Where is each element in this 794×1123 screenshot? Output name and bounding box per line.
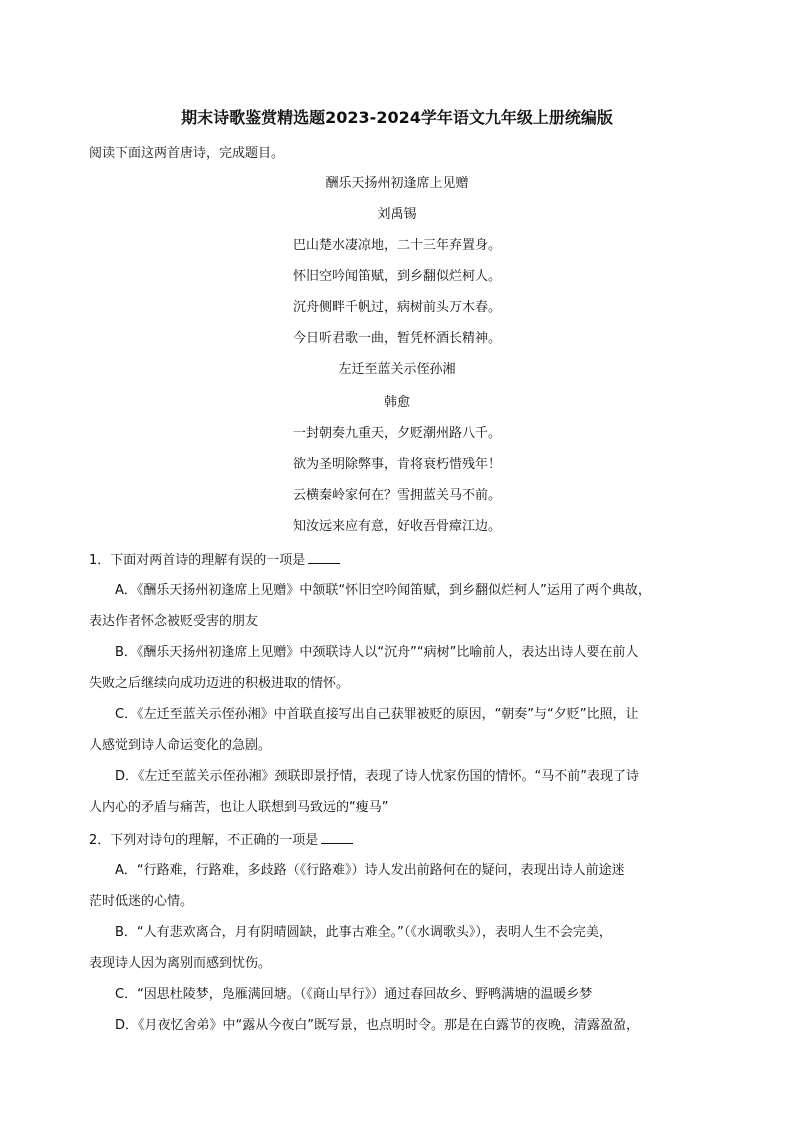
poem2-author: 韩愈	[383, 395, 410, 410]
poem2-line: 欲为圣明除弊事，肯将衰朽惜残年！	[292, 457, 501, 472]
option-c-line-2: 人感觉到诗人命运变化的急剧。	[89, 738, 272, 753]
poem2-title: 左迁至蓝关示侄孙湘	[338, 362, 456, 377]
question-1-option-c	[89, 699, 711, 761]
reading-instruction: 阅读下面这两首唐诗，完成题目。	[89, 146, 285, 161]
question-1-text: 1．下面对两首诗的理解有误的一项是	[89, 553, 306, 568]
option-d-line-2: 人内心的矛盾与痛苦，也让人联想到马致远的“瘦马”	[89, 800, 389, 815]
document-title: 期末诗歌鉴赏精选题2023-2024学年语文九年级上册统编版	[181, 108, 613, 127]
option-c-line-1: C．《左迁至蓝关示侄孙湘》中首联直接写出自己获罪被贬的原因，“朝奏”与“夕贬”比照，让	[115, 707, 639, 722]
option-b-line-2: 失败之后继续向成功迈进的积极进取的情怀。	[89, 676, 350, 691]
poem1-line: 今日听君歌一曲，暂凭杯酒长精神。	[292, 331, 501, 346]
option-a-line-2: 茫时低迷的心情。	[89, 894, 194, 909]
poem1-title: 酬乐天扬州初逢席上见赠	[325, 176, 469, 191]
question-1-stem	[89, 549, 340, 571]
option-b-line-2: 表现诗人因为离别而感到忧伤。	[89, 956, 272, 971]
option-d-line-1: D．《月夜忆舍弟》中“露从今夜白”既写景，也点明时令。那是在白露节的夜晚，清露盈盈，	[115, 1018, 639, 1033]
option-a-line-1: A．“行路难，行路难，多歧路（《行路难》）诗人发出前路何在的疑问，表现出诗人前途迷	[115, 863, 625, 878]
option-d-line-1: D．《左迁至蓝关示侄孙湘》颈联即景抒情，表现了诗人忧家伤国的情怀。“马不前”表现了诗	[115, 769, 639, 784]
question-2-text: 2．下列对诗句的理解，不正确的一项是	[89, 833, 319, 848]
question-2-option-a	[89, 855, 711, 917]
poem2-line: 云横秦岭家何在？雪拥蓝关马不前。	[292, 488, 501, 503]
poem1-author: 刘禹锡	[377, 207, 417, 222]
option-a-line-1: A．《酬乐天扬州初逢席上见赠》中颔联“怀旧空吟闻笛赋，到乡翻似烂柯人”运用了两个典故，	[115, 583, 651, 598]
option-c-line-1: C．“因思杜陵梦，凫雁满回塘。（《商山早行》）通过春回故乡、野鸭满塘的温暖乡梦	[115, 987, 593, 1002]
question-1-option-b	[89, 637, 711, 699]
question-1-option-d	[89, 761, 711, 823]
poem1-line: 怀旧空吟闻笛赋，到乡翻似烂柯人。	[292, 269, 501, 284]
answer-blank	[321, 829, 353, 844]
poem2-line: 一封朝奏九重天，夕贬潮州路八千。	[292, 426, 501, 441]
question-2-option-b	[89, 917, 711, 979]
question-2-option-c	[89, 979, 711, 1010]
answer-blank	[308, 549, 340, 564]
option-a-line-2: 表达作者怀念被贬受害的朋友	[89, 614, 259, 629]
poem1-line: 巴山楚水凄凉地，二十三年弃置身。	[292, 238, 501, 253]
question-1-option-a	[89, 575, 711, 637]
poem1-line: 沉舟侧畔千帆过，病树前头万木春。	[292, 300, 501, 315]
poem2-line: 知汝远来应有意，好收吾骨瘴江边。	[292, 519, 501, 534]
question-2-option-d	[89, 1010, 711, 1041]
question-2-stem	[89, 829, 353, 851]
option-b-line-1: B．“人有悲欢离合，月有阴晴圆缺，此事古难全。”（《水调歌头》），表明人生不会完美，	[115, 925, 612, 940]
option-b-line-1: B．《酬乐天扬州初逢席上见赠》中颈联诗人以“沉舟”“病树”比喻前人，表达出诗人要在前人	[115, 645, 639, 660]
